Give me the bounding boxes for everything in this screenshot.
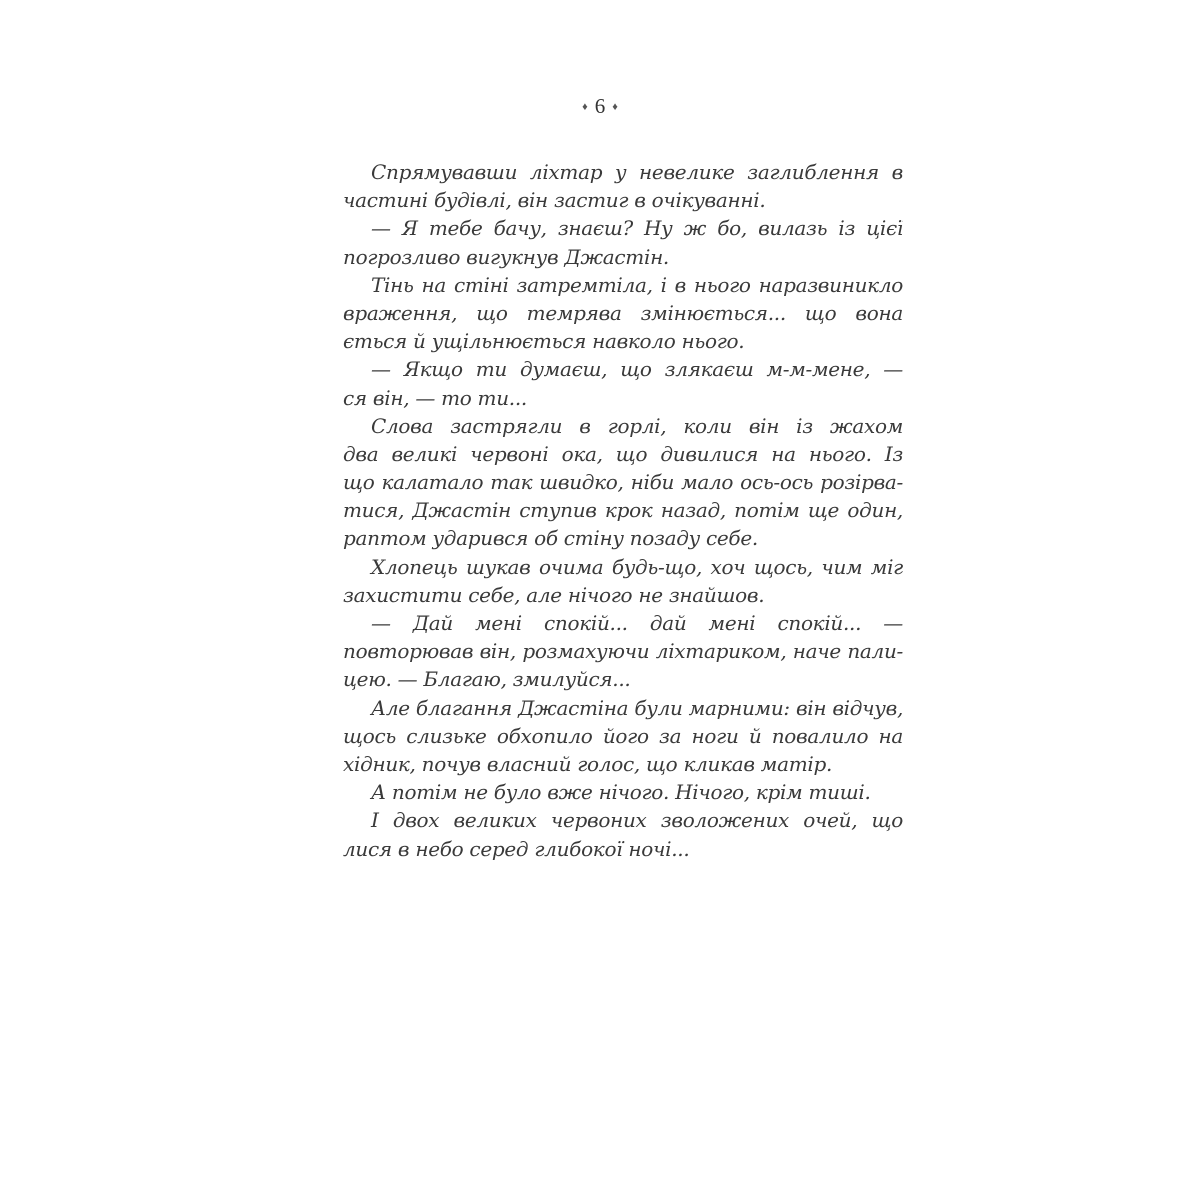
text-line: погрозливо вигукнув Джастін.: [343, 244, 669, 269]
text-line: щось слизьке обхопило його за ноги й повалило на: [343, 723, 903, 748]
page-number: 6: [594, 94, 606, 118]
body-text: [343, 158, 903, 863]
text-line: — Я тебе бачу, знаєш? Ну ж бо, вилазь із цієї: [371, 216, 903, 241]
text-line: ється й ущільнюється навколо нього.: [343, 329, 745, 354]
text-line: Слова застрягли в горлі, коли він із жахом: [371, 413, 903, 438]
text-line: хідник, почув власний голос, що кликав матір.: [343, 751, 833, 776]
text-line: Але благання Джастіна були марними: він відчув,: [371, 695, 903, 720]
text-line: захистити себе, але нічого не знайшов.: [343, 582, 765, 607]
text-line: Хлопець шукав очима будь-що, хоч щось, чим міг: [371, 554, 903, 579]
ornament-left-icon: ♦: [582, 101, 588, 113]
text-line: раптом ударився об стіну позаду себе.: [343, 526, 758, 551]
text-line: враження, що темрява змінюється... що вона: [343, 300, 903, 325]
text-line: Тінь на стіні затремтіла, і в нього наразвиникло: [371, 272, 903, 297]
text-line: Спрямувавши ліхтар у невелике заглиблення в: [371, 160, 903, 184]
page-header: [0, 92, 1200, 121]
text-line: цею. — Благаю, змилуйся...: [343, 667, 631, 692]
text-line: ся він, — то ти...: [343, 385, 527, 410]
text-line: два великі червоні ока, що дивилися на нього. Із: [343, 441, 903, 466]
text-line: лися в небо серед глибокої ночі...: [343, 836, 690, 861]
text-line: — Якщо ти думаєш, що злякаєш м-м-мене, —: [371, 357, 903, 382]
text-line: — Дай мені спокій... дай мені спокій... —: [371, 611, 903, 635]
text-line: А потім не було вже нічого. Нічого, крім тиші.: [371, 780, 871, 805]
text-line: повторював він, розмахуючи ліхтариком, наче пали-: [343, 639, 903, 664]
text-line: частині будівлі, він застиг в очікуванні.: [343, 188, 766, 213]
text-line: І двох великих червоних зволожених очей, що: [371, 808, 903, 833]
ornament-right-icon: ♦: [612, 101, 618, 113]
text-line: що калатало так швидко, ніби мало ось-ось розірва-: [343, 470, 903, 495]
text-line: тися, Джастін ступив крок назад, потім ще один,: [343, 498, 903, 523]
